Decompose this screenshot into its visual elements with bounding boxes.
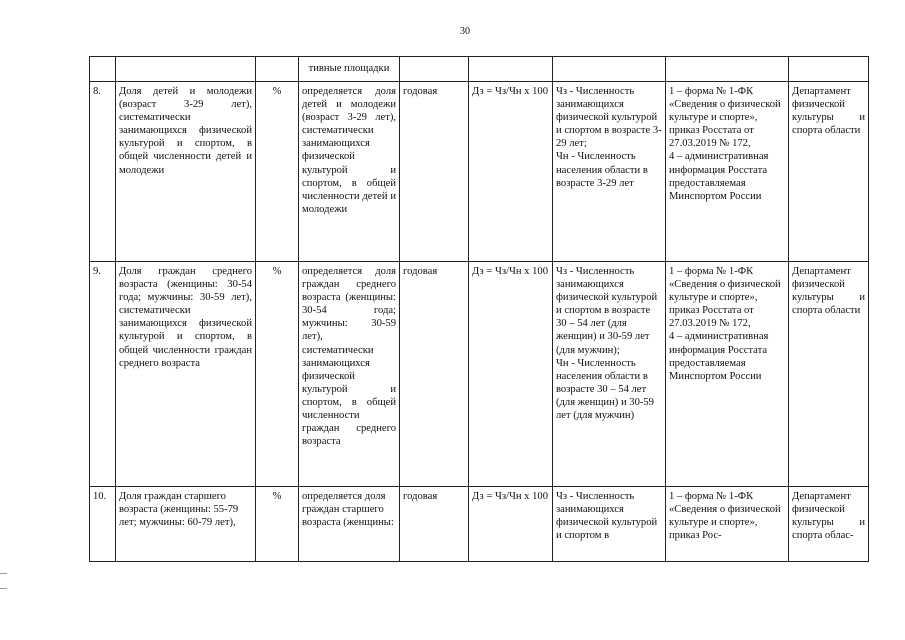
cell-formula bbox=[469, 57, 553, 82]
cell-source: 1 – форма № 1-ФК «Сведения о физической культуре и спорте», приказ Рос- bbox=[666, 487, 789, 562]
cell-period: годовая bbox=[400, 262, 469, 487]
cell-name: Доля граждан старшего возраста (женщины: 55-79 лет; мужчины: 60-79 лет), bbox=[116, 487, 256, 562]
cell-unit bbox=[256, 57, 299, 82]
page-number: 30 bbox=[460, 26, 470, 37]
cell-name bbox=[116, 57, 256, 82]
table-row bbox=[90, 487, 869, 562]
cell-num bbox=[90, 57, 116, 82]
cell-responsible: Департамент физической культуры и спорта области bbox=[789, 262, 869, 487]
cell-period: годовая bbox=[400, 487, 469, 562]
cell-name: Доля граждан среднего возраста (женщины: 30-54 года; мужчины: 30-59 лет), систематически занимающихся физической культурой и спортом, в общей численности граждан среднего возраста bbox=[116, 262, 256, 487]
cell-name: Доля детей и молодежи (возраст 3-29 лет), систематически занимающихся физической культурой и спортом, в общей численности детей и молодежи bbox=[116, 82, 256, 262]
cell-method: определяется доля граждан старшего возраста (женщины: bbox=[299, 487, 400, 562]
cell-unit: % bbox=[256, 82, 299, 262]
cell-num: 10. bbox=[90, 487, 116, 562]
cell-indicators bbox=[553, 57, 666, 82]
cell-source bbox=[666, 57, 789, 82]
cell-source: 1 – форма № 1-ФК «Сведения о физической культуре и спорте», приказ Росстата от 27.03.2019 № 172, 4 – административная информация Росстата предоставляемая Минспортом России bbox=[666, 262, 789, 487]
cell-formula: Дз = Чз/Чн х 100 bbox=[469, 82, 553, 262]
scan-edge-mark bbox=[0, 588, 7, 589]
cell-method: определяется доля детей и молодежи (возраст 3-29 лет), систематически занимающихся физической культурой и спортом, в общей численности детей и молодежи bbox=[299, 82, 400, 262]
cell-responsible: Департамент физической культуры и спорта области bbox=[789, 82, 869, 262]
method-text: тивные площадки bbox=[308, 63, 390, 74]
cell-unit: % bbox=[256, 487, 299, 562]
cell-period: годовая bbox=[400, 82, 469, 262]
table-row bbox=[90, 262, 869, 487]
indicator-table bbox=[89, 56, 869, 562]
cell-num: 8. bbox=[90, 82, 116, 262]
cell-indicators: Чз - Численность занимающихся физической культурой и спортом в bbox=[553, 487, 666, 562]
table-row bbox=[90, 82, 869, 262]
cell-method: определяется доля граждан среднего возраста (женщины: 30-54 года; мужчины: 30-59 лет), систематически занимающихся физической культурой и спортом, в общей численности граждан среднего возраста bbox=[299, 262, 400, 487]
cell-formula: Дз = Чз/Чн х 100 bbox=[469, 487, 553, 562]
table-row-continuation bbox=[90, 57, 869, 82]
cell-indicators: Чз - Численность занимающихся физической культурой и спортом в возрасте 30 – 54 лет (для женщин) и 30-59 лет (для мужчин); Чн - Численность населения области в возрасте 30 – 54 лет (для женщин) и 30-59 лет (для мужчин) bbox=[553, 262, 666, 487]
cell-unit: % bbox=[256, 262, 299, 487]
cell-responsible bbox=[789, 57, 869, 82]
cell-responsible: Департамент физической культуры и спорта облас- bbox=[789, 487, 869, 562]
cell-source: 1 – форма № 1-ФК «Сведения о физической культуре и спорте», приказ Росстата от 27.03.2019 № 172, 4 – административная информация Росстата предоставляемая Минспортом России bbox=[666, 82, 789, 262]
cell-indicators: Чз - Численность занимающихся физической культурой и спортом в возрасте 3-29 лет; Чн - Численность населения области в возрасте 3-29 лет bbox=[553, 82, 666, 262]
scan-edge-mark bbox=[0, 573, 7, 574]
cell-num: 9. bbox=[90, 262, 116, 487]
cell-method bbox=[299, 57, 400, 82]
cell-formula: Дз = Чз/Чн х 100 bbox=[469, 262, 553, 487]
cell-period bbox=[400, 57, 469, 82]
